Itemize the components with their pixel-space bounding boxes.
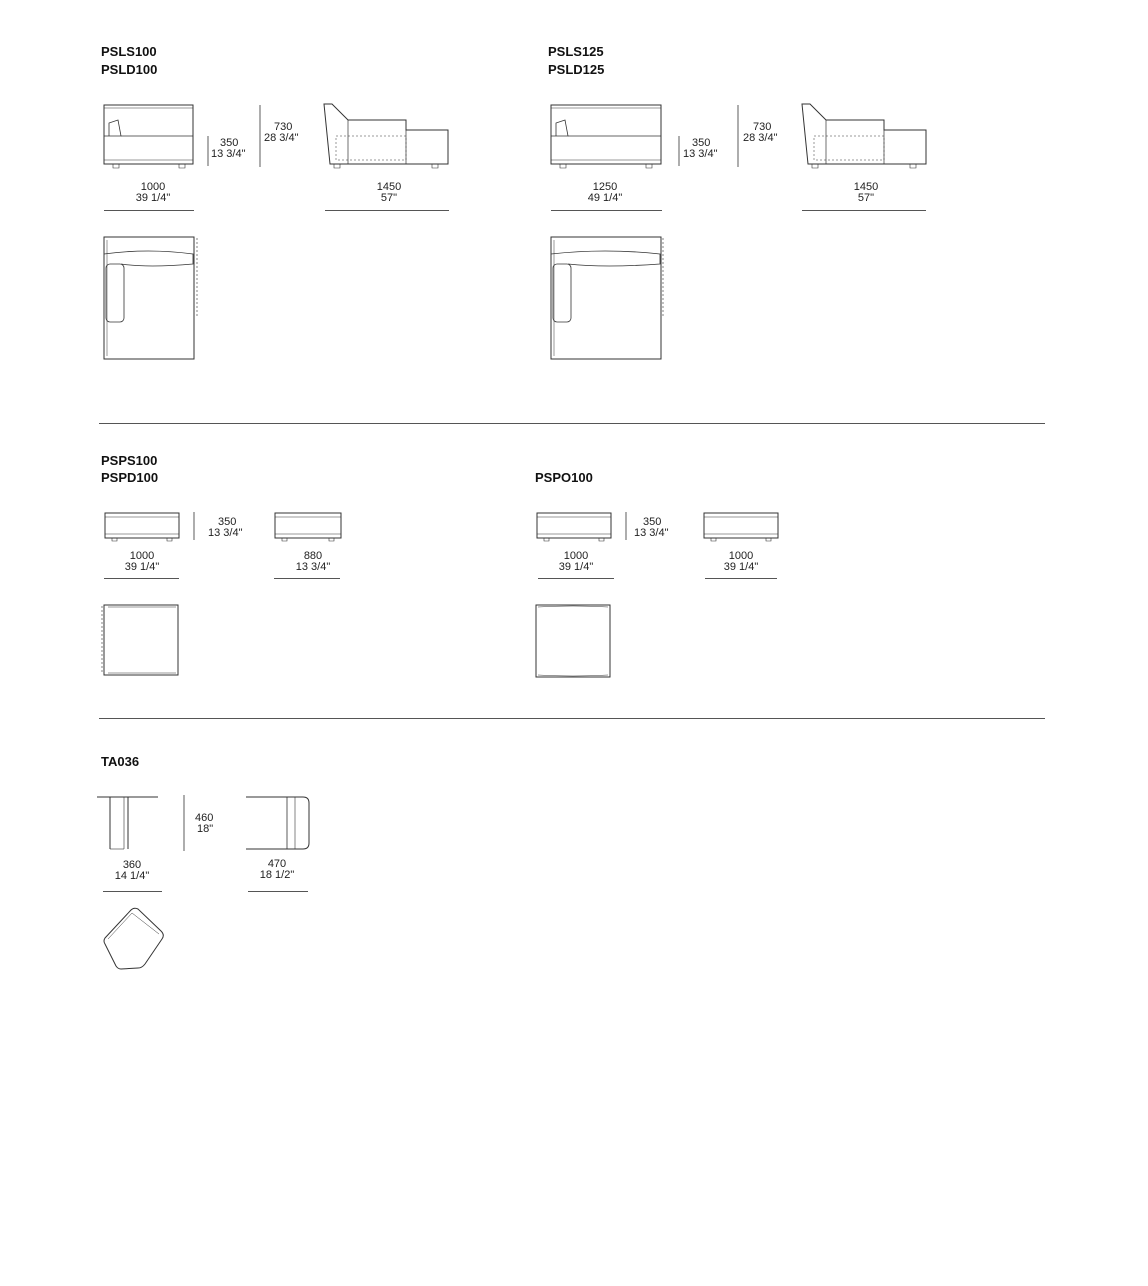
plan-view-drawing bbox=[534, 604, 614, 680]
side-view-drawing bbox=[274, 512, 344, 544]
dimension-line bbox=[737, 105, 739, 167]
model-code: PSLS125 bbox=[548, 44, 604, 59]
front-view-drawing bbox=[104, 512, 182, 544]
depth-inch: 13 3/4" bbox=[295, 561, 331, 573]
model-code: PSPO100 bbox=[535, 470, 593, 485]
depth-inch: 57" bbox=[857, 192, 875, 204]
depth-mm: 470 bbox=[267, 858, 287, 870]
dimension-underline bbox=[551, 210, 662, 211]
height-inch: 13 3/4" bbox=[634, 527, 669, 539]
plan-view-drawing bbox=[101, 604, 181, 678]
depth-inch: 57" bbox=[380, 192, 398, 204]
height-mm: 350 bbox=[643, 516, 662, 528]
dimension-underline bbox=[104, 210, 194, 211]
height-mm: 350 bbox=[218, 516, 237, 528]
back-height-mm: 730 bbox=[753, 121, 772, 133]
depth-mm: 1450 bbox=[376, 181, 402, 193]
dimension-underline bbox=[248, 891, 308, 892]
back-height-inch: 28 3/4" bbox=[743, 132, 778, 144]
front-view-drawing bbox=[536, 512, 614, 544]
height-inch: 18" bbox=[197, 823, 214, 835]
depth-mm: 1000 bbox=[728, 550, 754, 562]
back-height-mm: 730 bbox=[274, 121, 293, 133]
model-code: PSPS100 bbox=[101, 453, 158, 468]
model-code: PSLD100 bbox=[101, 62, 158, 77]
width-inch: 14 1/4" bbox=[114, 870, 150, 882]
height-mm: 350 bbox=[220, 137, 239, 149]
side-view-drawing bbox=[322, 102, 450, 170]
model-code: PSLD125 bbox=[548, 62, 605, 77]
height-mm: 350 bbox=[692, 137, 711, 149]
dimension-underline bbox=[274, 578, 340, 579]
height-inch: 13 3/4" bbox=[208, 527, 243, 539]
dimension-line bbox=[193, 512, 195, 540]
model-code: PSPD100 bbox=[101, 470, 159, 485]
dimension-underline bbox=[103, 891, 162, 892]
back-height-inch: 28 3/4" bbox=[264, 132, 299, 144]
section-divider bbox=[99, 718, 1045, 719]
front-view-drawing bbox=[550, 104, 664, 170]
width-inch: 49 1/4" bbox=[587, 192, 623, 204]
dimension-line bbox=[259, 105, 261, 167]
side-view-drawing bbox=[703, 512, 781, 544]
dimension-underline bbox=[325, 210, 449, 211]
dimension-line bbox=[625, 512, 627, 540]
section-divider bbox=[99, 423, 1045, 424]
width-mm: 1000 bbox=[129, 550, 155, 562]
plan-view-drawing bbox=[103, 236, 199, 362]
side-view-drawing bbox=[800, 102, 928, 170]
depth-inch: 18 1/2" bbox=[259, 869, 295, 881]
depth-mm: 1450 bbox=[853, 181, 879, 193]
dimension-underline bbox=[802, 210, 926, 211]
plan-view-drawing bbox=[550, 236, 666, 362]
height-inch: 13 3/4" bbox=[683, 148, 718, 160]
dimension-line bbox=[183, 795, 185, 851]
width-mm: 1000 bbox=[563, 550, 589, 562]
model-code: TA036 bbox=[101, 754, 140, 769]
width-mm: 1000 bbox=[140, 181, 166, 193]
width-mm: 1250 bbox=[592, 181, 618, 193]
dimension-line bbox=[678, 136, 680, 166]
height-inch: 13 3/4" bbox=[211, 148, 246, 160]
model-code: PSLS100 bbox=[101, 44, 157, 59]
width-mm: 360 bbox=[122, 859, 142, 871]
plan-view-drawing bbox=[101, 906, 169, 976]
depth-inch: 39 1/4" bbox=[723, 561, 759, 573]
side-view-drawing bbox=[245, 795, 313, 851]
front-view-drawing bbox=[103, 104, 195, 170]
width-inch: 39 1/4" bbox=[558, 561, 594, 573]
dimension-underline bbox=[538, 578, 614, 579]
height-mm: 460 bbox=[195, 812, 214, 824]
dimension-underline bbox=[104, 578, 179, 579]
width-inch: 39 1/4" bbox=[135, 192, 171, 204]
depth-mm: 880 bbox=[303, 550, 323, 562]
dimension-line bbox=[207, 136, 209, 166]
front-view-drawing bbox=[96, 795, 160, 851]
dimension-underline bbox=[705, 578, 777, 579]
width-inch: 39 1/4" bbox=[124, 561, 160, 573]
